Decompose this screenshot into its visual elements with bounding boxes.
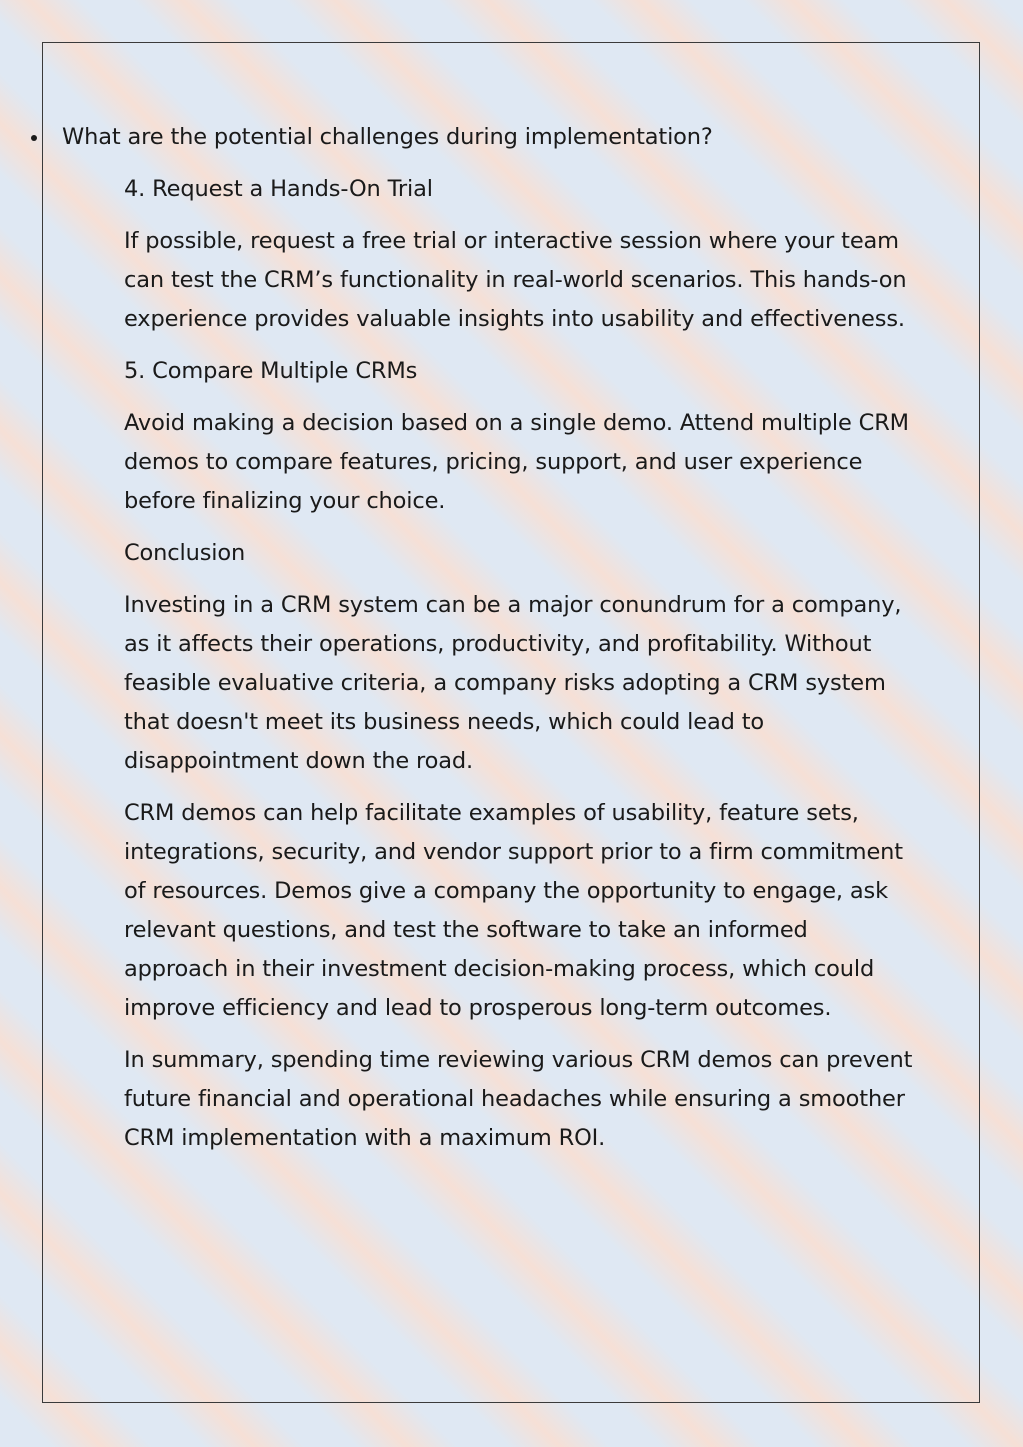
paragraph-conclusion-3: In summary, spending time reviewing various CRM demos can prevent future financial and operational headaches while ensuring a smoother CRM implementation with a maximum ROI.: [124, 1047, 913, 1151]
section-heading-compare: 5. Compare Multiple CRMs: [124, 358, 418, 384]
bullet-dot-icon: [31, 135, 37, 141]
paragraph-conclusion-1: Investing in a CRM system can be a major conundrum for a company, as it affects their operations, productivity, and profitability. Without feasible evaluative criteria, a company risks adopting a CRM system that doesn't meet its business needs, which could lead to disappointment down the road.: [124, 592, 902, 774]
paragraph-conclusion-2: CRM demos can help facilitate examples of usability, feature sets, integrations, security, and vendor support prior to a firm commitment of resources. Demos give a company the opportunity to engage, ask relevant questions, and test the software to take an informed approach in their investment decision-making process, which could improve efficiency and lead to prosperous long-term outcomes.: [124, 800, 903, 1021]
section-heading-conclusion: Conclusion: [124, 540, 246, 566]
list-item: [0, 118, 914, 157]
section-heading-trial: 4. Request a Hands-On Trial: [124, 176, 433, 202]
bullet-list: [0, 118, 914, 157]
document-body: [62, 118, 914, 1171]
paragraph-trial: If possible, request a free trial or interactive session where your team can test the CRM’s functionality in real-world scenarios. This hands-on experience provides valuable insights into usability and effectiveness.: [124, 228, 907, 332]
paragraph-compare: Avoid making a decision based on a single demo. Attend multiple CRM demos to compare features, pricing, support, and user experience before finalizing your choice.: [124, 410, 909, 514]
list-item-text: What are the potential challenges during implementation?: [62, 124, 713, 150]
